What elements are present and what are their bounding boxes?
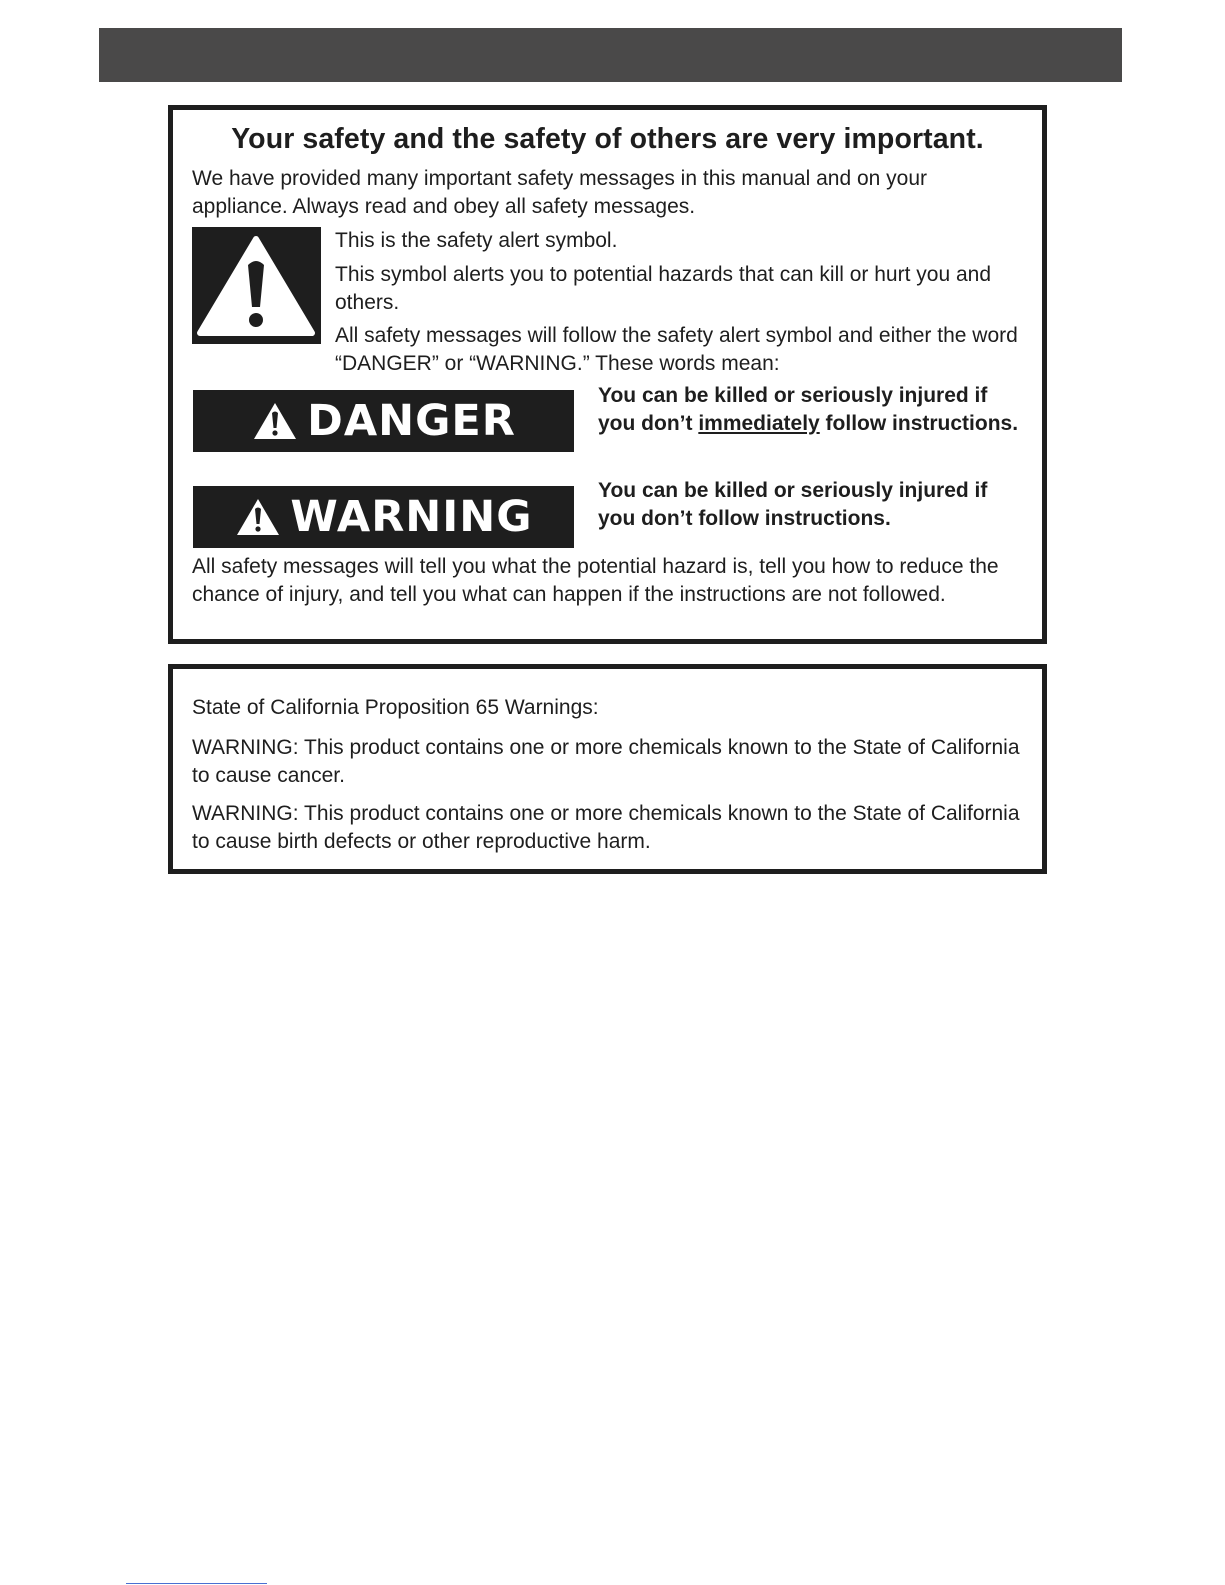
- alert-triangle-icon: [192, 227, 321, 344]
- prop65-warning-cancer: WARNING: This product contains one or more chemicals known to the State of California to cause cancer.: [192, 736, 1020, 787]
- symbol-line-1: This is the safety alert symbol.: [335, 229, 618, 252]
- safety-alert-symbol: [192, 227, 321, 344]
- symbol-line-3: All safety messages will follow the safety alert symbol and either the word “DANGER” or “WARNING.” These words mean:: [335, 324, 1018, 375]
- alert-triangle-icon: [234, 496, 282, 538]
- prop65-title: State of California Proposition 65 Warnings:: [192, 696, 599, 719]
- footer-line: [126, 1583, 267, 1584]
- danger-desc-part1: You can be killed or seriously injured if you don’t: [598, 384, 988, 435]
- danger-desc-part2: follow instructions.: [819, 412, 1019, 435]
- prop65-box: [168, 664, 1047, 874]
- danger-description: [598, 382, 1028, 438]
- danger-desc-underlined: immediately: [698, 412, 820, 435]
- warning-description: You can be killed or seriously injured if you don’t follow instructions.: [598, 479, 988, 530]
- safety-closing: All safety messages will tell you what the potential hazard is, tell you how to reduce the chance of injury, and tell you what can happen if the instructions are not followed.: [192, 555, 999, 606]
- symbol-line-2: This symbol alerts you to potential hazards that can kill or hurt you and others.: [335, 263, 992, 314]
- danger-label: DANGER: [307, 396, 516, 446]
- danger-banner: [193, 390, 574, 452]
- safety-title: Your safety and the safety of others are very important.: [231, 123, 984, 155]
- prop65-warning-reproductive: WARNING: This product contains one or more chemicals known to the State of California to cause birth defects or other reproductive harm.: [192, 802, 1020, 853]
- safety-intro: We have provided many important safety messages in this manual and on your appliance. Always read and obey all safety messages.: [192, 167, 927, 218]
- warning-banner: [193, 486, 574, 548]
- warning-label: WARNING: [290, 492, 533, 542]
- safety-message-box: [168, 105, 1047, 644]
- header-bar: [99, 28, 1122, 82]
- alert-triangle-icon: [251, 400, 299, 442]
